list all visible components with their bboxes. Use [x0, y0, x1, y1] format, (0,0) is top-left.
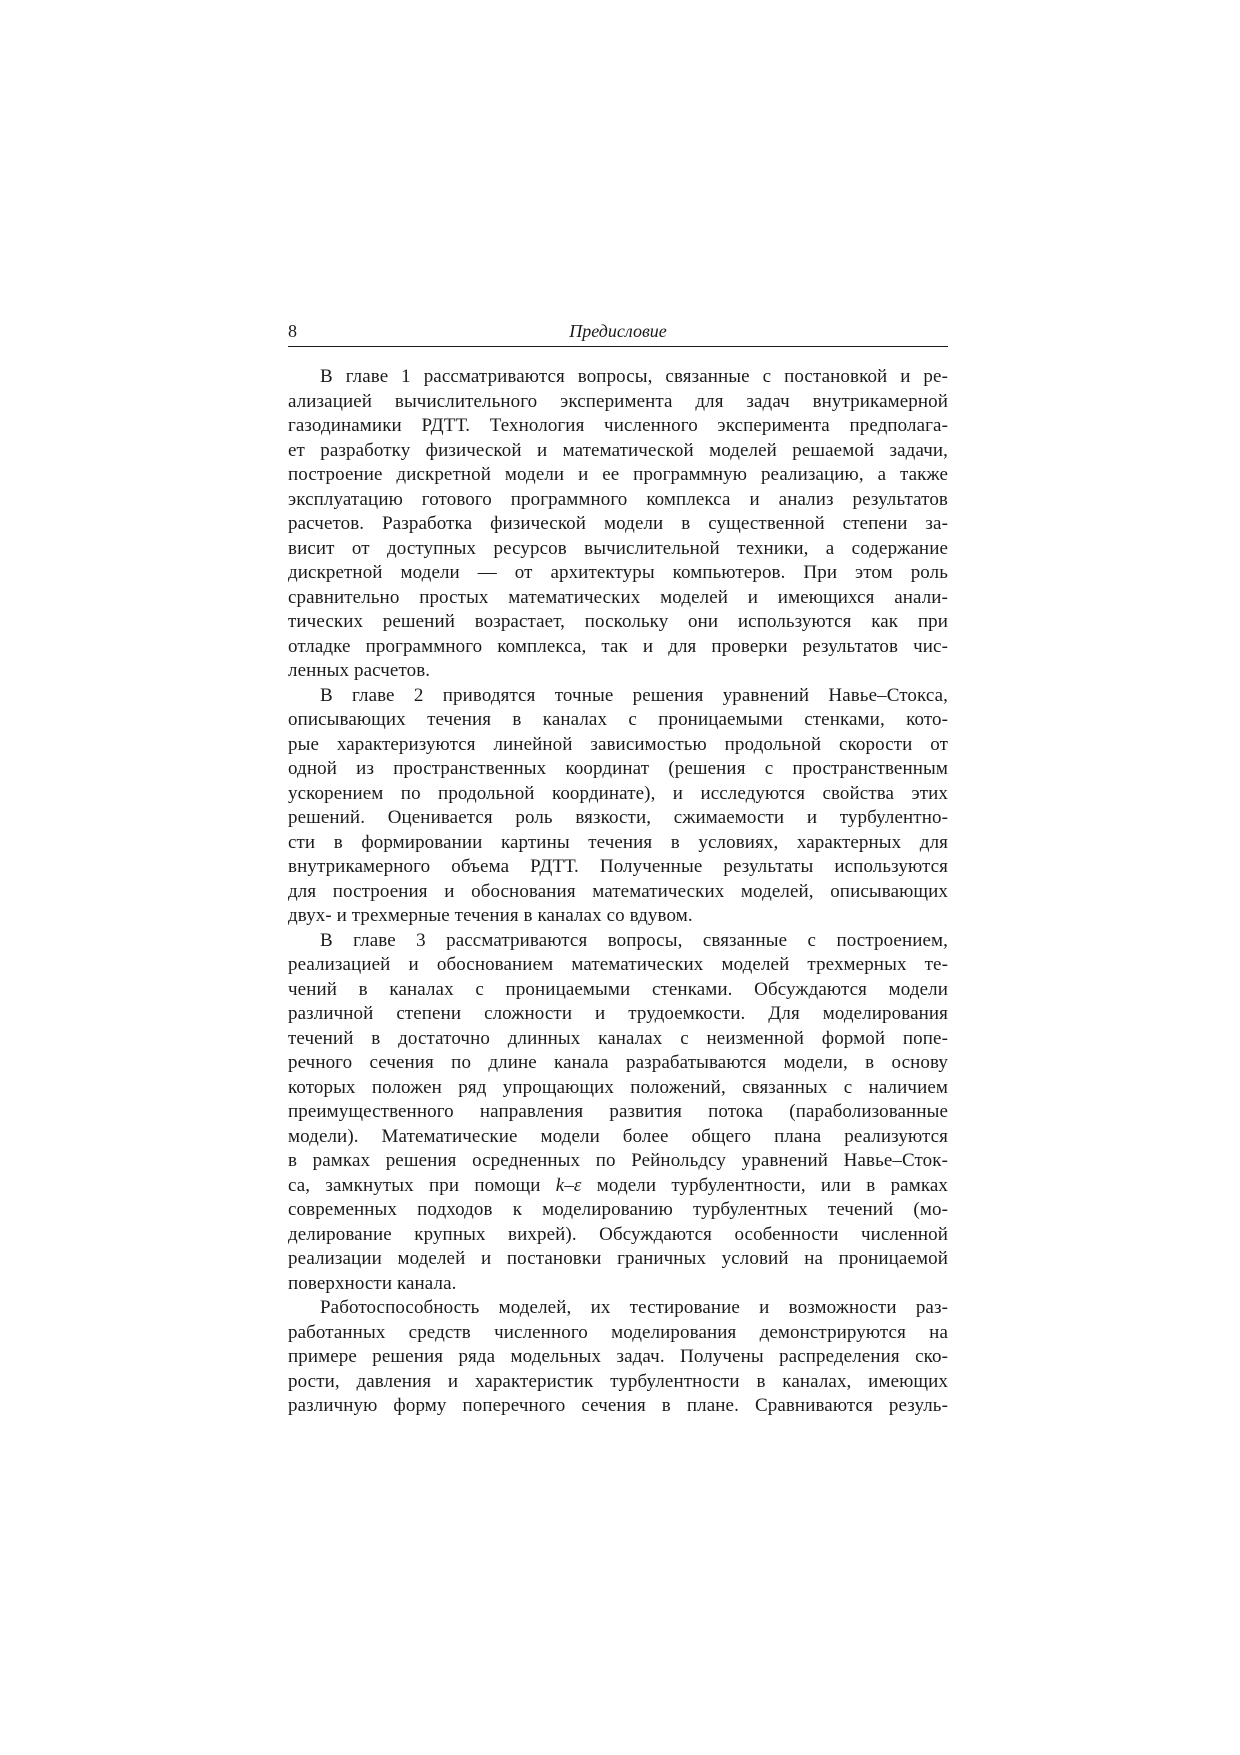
text-line: В главе 2 приводятся точные решения уравнений Навье–Стокса,	[320, 684, 948, 706]
text-line: речного сечения по длине канала разрабатываются модели, в основу	[288, 1052, 948, 1073]
text-line: в рамках решения осредненных по Рейнольдсу уравнений Навье–Сток-	[288, 1150, 948, 1171]
text-line: эксплуатацию готового программного комплекса и анализ результатов	[288, 488, 948, 510]
text-line: ет разработку физической и математической моделей решаемой задачи,	[288, 439, 948, 461]
paragraph	[288, 929, 948, 1297]
text-line: делирование крупных вихрей). Обсуждаются особенности численной	[288, 1223, 948, 1245]
text-line: сти в формировании картины течения в условиях, характерных для	[288, 831, 948, 853]
text-line: одной из пространственных координат (решения с пространственным	[288, 758, 948, 779]
text-line: внутрикамерного объема РДТТ. Полученные результаты используются	[288, 856, 948, 877]
text-line: Работоспособность моделей, их тестирование и возможности раз-	[320, 1297, 948, 1318]
text-line: построение дискретной модели и ее программную реализацию, а также	[288, 464, 948, 485]
text-line: для построения и обоснования математических моделей, описывающих	[288, 880, 948, 902]
text-line: висит от доступных ресурсов вычислительной техники, а содержание	[288, 537, 948, 559]
text-line: са, замкнутых при помощи k–ε модели турбулентности, или в рамках	[288, 1174, 948, 1196]
text-line: расчетов. Разработка физической модели в существенной степени за-	[288, 513, 948, 534]
text-line: решений. Оценивается роль вязкости, сжимаемости и турбулентно-	[288, 807, 948, 828]
text-line: дискретной модели — от архитектуры компьютеров. При этом роль	[288, 562, 948, 583]
text-line: которых положен ряд упрощающих положений, связанных с наличием	[288, 1076, 948, 1098]
text-line: ализацией вычислительного эксперимента для задач внутрикамерной	[288, 390, 948, 412]
page-number: 8	[288, 321, 297, 341]
text-line: преимущественного направления развития потока (параболизованные	[288, 1101, 948, 1122]
text-line: модели). Математические модели более общего плана реализуются	[288, 1125, 948, 1147]
text-line: В главе 3 рассматриваются вопросы, связанные с построением,	[320, 929, 948, 951]
paragraph	[288, 365, 948, 684]
text-line: различной степени сложности и трудоемкости. Для моделирования	[288, 1003, 948, 1024]
text-line: современных подходов к моделированию турбулентных течений (мо-	[288, 1199, 948, 1220]
text-line: рости, давления и характеристик турбулентности в каналах, имеющих	[288, 1370, 948, 1392]
text-line: различную форму поперечного сечения в плане. Сравниваются резуль-	[288, 1395, 948, 1416]
text-line: реализации моделей и постановки граничных условий на проницаемой	[288, 1248, 948, 1269]
running-title: Предисловие	[569, 321, 667, 341]
text-line: описывающих течения в каналах с проницаемыми стенками, кото-	[288, 709, 948, 730]
text-line: двух- и трехмерные течения в каналах со вдувом.	[288, 905, 693, 926]
math-k-epsilon: k–ε	[555, 1174, 582, 1196]
text-line: примере решения ряда модельных задач. Получены распределения ско-	[288, 1346, 948, 1367]
text-line: работанных средств численного моделирования демонстрируются на	[288, 1321, 948, 1343]
text-line: рые характеризуются линейной зависимостью продольной скорости от	[288, 733, 948, 755]
text-line: ускорением по продольной координате), и исследуются свойства этих	[288, 782, 948, 804]
text-line: тических решений возрастает, поскольку они используются как при	[288, 611, 948, 632]
text-line: ленных расчетов.	[288, 660, 431, 681]
running-head	[288, 320, 948, 347]
text-line: В главе 1 рассматриваются вопросы, связанные с постановкой и ре-	[320, 366, 948, 387]
text-line: отладке программного комплекса, так и для проверки результатов чис-	[288, 635, 948, 657]
body-text	[288, 365, 948, 1419]
text-line: сравнительно простых математических моделей и имеющихся анали-	[288, 586, 948, 608]
text-line: поверхности канала.	[288, 1272, 457, 1294]
text-line: газодинамики РДТТ. Технология численного эксперимента предполага-	[288, 415, 948, 436]
paragraph	[288, 1296, 948, 1419]
paragraph	[288, 684, 948, 929]
book-page	[288, 320, 948, 1419]
text-line: реализацией и обоснованием математических моделей трехмерных те-	[288, 954, 948, 975]
text-line: течений в достаточно длинных каналах с неизменной формой попе-	[288, 1027, 948, 1049]
text-line: чений в каналах с проницаемыми стенками. Обсуждаются модели	[288, 978, 948, 1000]
